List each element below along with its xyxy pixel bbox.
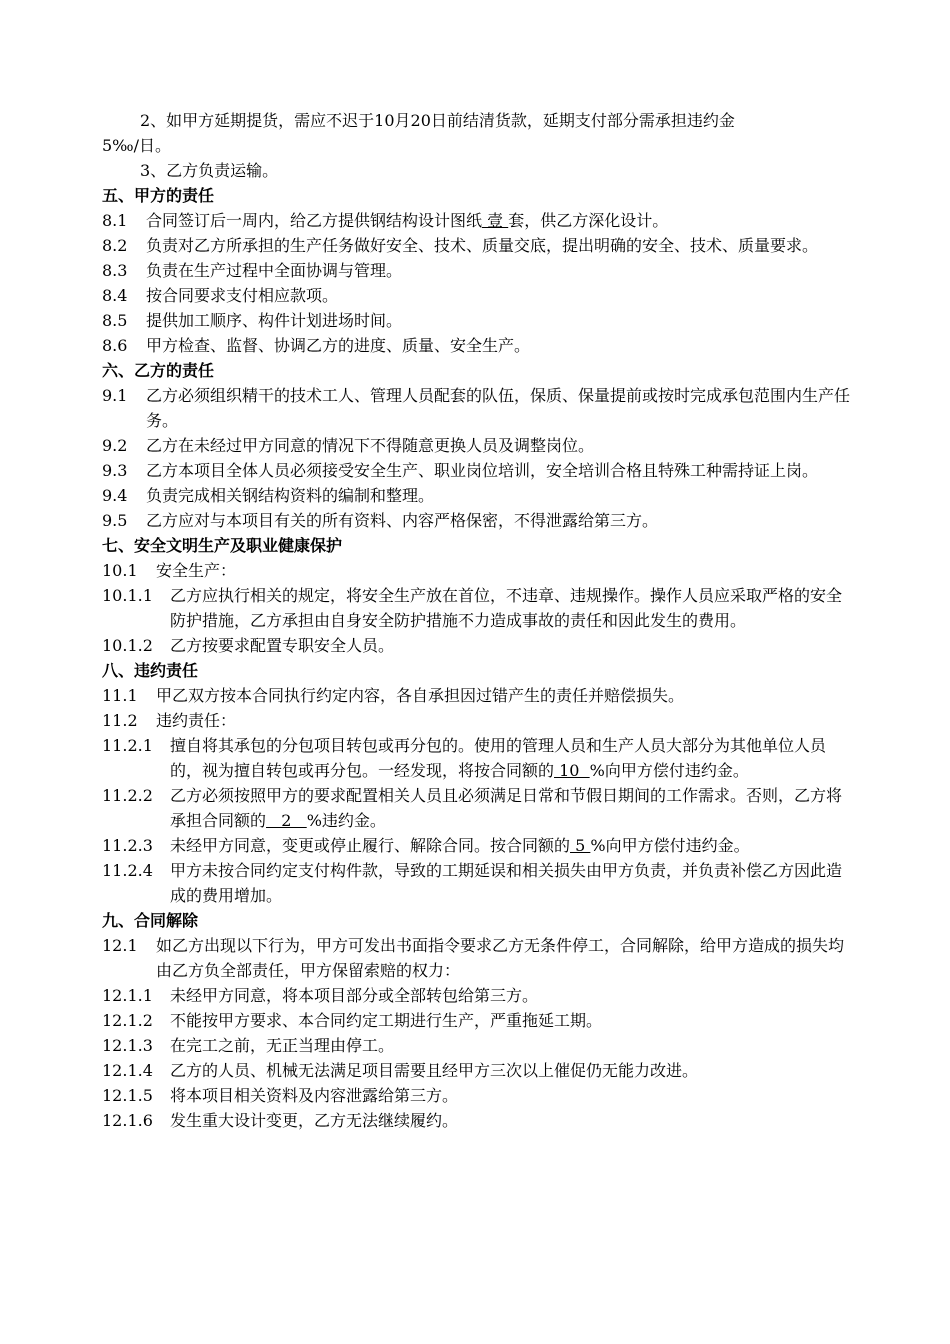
- clause-text: 提供加工顺序、构件计划进场时间。: [146, 311, 403, 330]
- clause-number: 12.1.3: [102, 1036, 153, 1055]
- clause-10-1: [102, 558, 854, 583]
- clause-number: 11.2: [102, 711, 138, 730]
- clause-text: 负责在生产过程中全面协调与管理。: [146, 261, 403, 280]
- clause-11-2-2: [102, 783, 854, 833]
- clause-number: 8.3: [102, 261, 128, 280]
- blank-penalty-rate: 2: [266, 811, 307, 830]
- clause-text: 甲方检查、监督、协调乙方的进度、质量、安全生产。: [146, 336, 531, 355]
- clause-text: 未经甲方同意，变更或停止履行、解除合同。按合同额的 5 %向甲方偿付违约金。: [170, 836, 750, 855]
- clause-text: 按合同要求支付相应款项。: [146, 286, 339, 305]
- clause-11-1: [102, 683, 854, 708]
- clause-text: 合同签订后一周内，给乙方提供钢结构设计图纸 壹 套，供乙方深化设计。: [146, 211, 669, 230]
- clause-8-4: [102, 283, 854, 308]
- paragraph-3: 3、乙方负责运输。: [140, 161, 279, 180]
- clause-text: 在完工之前，无正当理由停工。: [170, 1036, 395, 1055]
- clause-8-5: [102, 308, 854, 333]
- clause-number: 12.1.4: [102, 1061, 153, 1080]
- clause-text: 将本项目相关资料及内容泄露给第三方。: [170, 1086, 459, 1105]
- clause-number: 9.2: [102, 436, 128, 455]
- clause-number: 11.2.1: [102, 736, 153, 755]
- clause-10-1-1: [102, 583, 854, 633]
- clause-9-1: [102, 383, 854, 433]
- clause-text: 违约责任：: [156, 711, 237, 730]
- clause-8-1: [102, 208, 854, 233]
- clause-11-2-3: [102, 833, 854, 858]
- paragraph-2: 2、如甲方延期提货，需应不迟于10月20日前结清货款，延期支付部分需承担违约金: [140, 111, 735, 130]
- clause-text: 乙方的人员、机械无法满足项目需要且经甲方三次以上催促仍无能力改进。: [170, 1061, 699, 1080]
- blank-penalty-rate: 10: [554, 761, 590, 780]
- clause-text: 乙方在未经过甲方同意的情况下不得随意更换人员及调整岗位。: [146, 436, 595, 455]
- section-heading-5: 五、甲方的责任: [102, 186, 215, 205]
- clause-12-1-3: [102, 1033, 854, 1058]
- clause-text: 甲乙双方按本合同执行约定内容，各自承担因过错产生的责任并赔偿损失。: [156, 686, 685, 705]
- section-heading-7: 七、安全文明生产及职业健康保护: [102, 536, 343, 555]
- clause-12-1-6: [102, 1108, 854, 1133]
- clause-12-1-2: [102, 1008, 854, 1033]
- clause-number: 10.1: [102, 561, 138, 580]
- clause-12-1-4: [102, 1058, 854, 1083]
- clause-number: 9.3: [102, 461, 128, 480]
- clause-9-2: [102, 433, 854, 458]
- blank-drawing-count: 壹: [482, 211, 509, 230]
- clause-number: 12.1.2: [102, 1011, 153, 1030]
- clause-11-2: [102, 708, 854, 733]
- clause-10-1-2: [102, 633, 854, 658]
- clause-text: 乙方按要求配置专职安全人员。: [170, 636, 395, 655]
- clause-text: 负责对乙方所承担的生产任务做好安全、技术、质量交底，提出明确的安全、技术、质量要求。: [146, 236, 819, 255]
- clause-8-2: [102, 233, 854, 258]
- clause-8-6: [102, 333, 854, 358]
- clause-number: 11.1: [102, 686, 138, 705]
- clause-9-3: [102, 458, 854, 483]
- clause-text: 如乙方出现以下行为，甲方可发出书面指令要求乙方无条件停工，合同解除，给甲方造成的损失均由乙方负全部责任，甲方保留索赔的权力：: [156, 936, 845, 980]
- clause-text: 乙方必须组织精干的技术工人、管理人员配套的队伍，保质、保量提前或按时完成承包范围内生产任务。: [146, 386, 851, 430]
- blank-penalty-rate: 5: [570, 836, 591, 855]
- paragraph-2-cont: 5‰/日。: [102, 136, 172, 155]
- document-body: [102, 108, 854, 1133]
- section-heading-6: 六、乙方的责任: [102, 361, 215, 380]
- clause-text: 乙方必须按照甲方的要求配置相关人员且必须满足日常和节假日期间的工作需求。否则，乙方将承担合同额的 2 %违约金。: [170, 786, 843, 830]
- clause-8-3: [102, 258, 854, 283]
- clause-text: 擅自将其承包的分包项目转包或再分包的。使用的管理人员和生产人员大部分为其他单位人员的，视为擅自转包或再分包。一经发现，将按合同额的 10 %向甲方偿付违约金。: [170, 736, 827, 780]
- clause-text: 乙方应对与本项目有关的所有资料、内容严格保密，不得泄露给第三方。: [146, 511, 659, 530]
- clause-12-1-5: [102, 1083, 854, 1108]
- clause-number: 8.6: [102, 336, 128, 355]
- clause-text: 负责完成相关钢结构资料的编制和整理。: [146, 486, 435, 505]
- clause-number: 10.1.1: [102, 586, 153, 605]
- clause-number: 8.5: [102, 311, 128, 330]
- clause-number: 9.5: [102, 511, 128, 530]
- clause-number: 11.2.4: [102, 861, 153, 880]
- clause-number: 12.1.5: [102, 1086, 153, 1105]
- clause-number: 9.1: [102, 386, 128, 405]
- clause-text: 安全生产：: [156, 561, 237, 580]
- clause-number: 9.4: [102, 486, 128, 505]
- clause-number: 12.1.1: [102, 986, 153, 1005]
- clause-text: 甲方未按合同约定支付构件款，导致的工期延误和相关损失由甲方负责，并负责补偿乙方因此造成的费用增加。: [170, 861, 843, 905]
- section-heading-9: 九、合同解除: [102, 911, 199, 930]
- clause-number: 8.1: [102, 211, 128, 230]
- clause-number: 11.2.2: [102, 786, 153, 805]
- clause-number: 11.2.3: [102, 836, 153, 855]
- clause-9-5: [102, 508, 854, 533]
- clause-text: 乙方应执行相关的规定，将安全生产放在首位，不违章、违规操作。操作人员应采取严格的安全防护措施，乙方承担由自身安全防护措施不力造成事故的责任和因此发生的费用。: [170, 586, 843, 630]
- clause-12-1: [102, 933, 854, 983]
- clause-text: 发生重大设计变更，乙方无法继续履约。: [170, 1111, 459, 1130]
- clause-number: 8.4: [102, 286, 128, 305]
- clause-text: 不能按甲方要求、本合同约定工期进行生产，严重拖延工期。: [170, 1011, 603, 1030]
- clause-11-2-4: [102, 858, 854, 908]
- clause-text: 乙方本项目全体人员必须接受安全生产、职业岗位培训，安全培训合格且特殊工种需持证上岗。: [146, 461, 819, 480]
- clause-number: 10.1.2: [102, 636, 153, 655]
- clause-text: 未经甲方同意，将本项目部分或全部转包给第三方。: [170, 986, 539, 1005]
- clause-number: 12.1: [102, 936, 138, 955]
- section-heading-8: 八、违约责任: [102, 661, 199, 680]
- clause-9-4: [102, 483, 854, 508]
- clause-number: 8.2: [102, 236, 128, 255]
- clause-11-2-1: [102, 733, 854, 783]
- clause-12-1-1: [102, 983, 854, 1008]
- clause-number: 12.1.6: [102, 1111, 153, 1130]
